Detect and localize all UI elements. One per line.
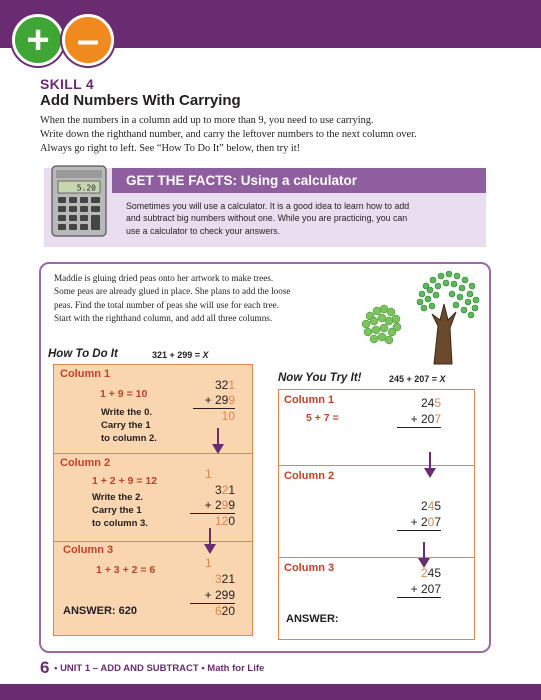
digit: + 2 (410, 582, 428, 596)
digit: + 29 (204, 393, 229, 407)
digit: 20 (221, 604, 235, 618)
down-arrow-icon (212, 428, 224, 454)
howto-col1-bottom (190, 394, 235, 407)
tryit-col1-label: Column 1 (284, 394, 335, 406)
digit: 1 (228, 483, 235, 497)
page-footer (40, 658, 264, 678)
digit: 2 (420, 499, 428, 513)
note-line: Write the 2. (92, 492, 144, 503)
howto-col3-carry (205, 557, 223, 570)
howto-col2-carry (205, 468, 223, 481)
equation-variable: X (439, 374, 446, 384)
page-number: 6 (40, 658, 50, 677)
tryit-col1-bottom (390, 413, 441, 426)
intro-line: Write down the righthand number, and carry the leftover numbers to the next column over. (40, 129, 417, 141)
equation-variable: X (202, 350, 209, 360)
story-line: peas. Find the total number of peas she will use for each tree. (54, 299, 280, 310)
digit-highlight: 1 (214, 514, 222, 528)
facts-line: and subtract big numbers without one. While you are practicing, you can (126, 213, 408, 224)
howto-col3-result (195, 605, 235, 618)
digit-highlight: 5 (434, 396, 441, 410)
howto-col2-bottom (185, 499, 235, 512)
howto-answer: ANSWER: 620 (63, 605, 137, 617)
digit-highlight: 9 (228, 393, 235, 407)
down-arrow-icon (424, 452, 436, 478)
note-line: Write the 0. (101, 407, 153, 418)
digit-highlight: 7 (434, 412, 441, 426)
digit: 0 (228, 514, 235, 528)
note-line: Carry the 1 (92, 505, 142, 516)
footer-text: • UNIT 1 – ADD AND SUBTRACT • Math for Life (54, 663, 265, 674)
digit-highlight: 0 (228, 409, 235, 423)
howto-title: How To Do It (48, 348, 118, 360)
digit: 32 (214, 378, 229, 392)
howto-col2-label: Column 2 (60, 457, 111, 469)
howto-divider (54, 541, 252, 542)
tryit-divider (279, 465, 474, 466)
note-line: Carry the 1 (101, 420, 151, 431)
digit: 7 (434, 515, 441, 529)
intro-text (40, 114, 510, 157)
howto-col1-top (205, 379, 235, 392)
tryit-col2-top (405, 500, 441, 513)
digit: + 2 (204, 498, 222, 512)
tryit-col3-bottom (390, 583, 441, 596)
digit-highlight: 2 (221, 483, 229, 497)
digit-highlight: 0 (427, 515, 435, 529)
digit-highlight: 2 (221, 514, 229, 528)
howto-col2-result (195, 515, 235, 528)
tryit-title: Now You Try It! (278, 372, 362, 384)
tryit-col1-step: 5 + 7 = (306, 412, 339, 424)
plus-badge-icon (12, 14, 64, 66)
digit-highlight: 9 (221, 498, 229, 512)
story-line: Maddie is gluing dried peas onto her artwork to make trees. (54, 273, 274, 283)
skill-title: Add Numbers With Carrying (40, 92, 241, 109)
howto-equation (152, 350, 209, 360)
howto-col3-top (195, 573, 235, 586)
down-arrow-icon (418, 542, 430, 568)
digit: 3 (214, 483, 222, 497)
footer-bar (0, 684, 541, 700)
howto-col2-step: 1 + 2 + 9 = 12 (92, 475, 158, 487)
carry-digit: 1 (205, 467, 212, 481)
digit: 21 (221, 572, 235, 586)
tryit-equation (389, 374, 446, 384)
tryit-col1-top (405, 397, 441, 410)
digit-highlight: 2 (420, 566, 428, 580)
tryit-col2-label: Column 2 (284, 470, 335, 482)
tryit-col3-label: Column 3 (284, 562, 335, 574)
story-line: Start with the righthand column, and add all three columns. (54, 312, 273, 323)
howto-col2-top (195, 484, 235, 497)
digit-highlight: 4 (427, 499, 435, 513)
howto-col1-step: 1 + 9 = 10 (100, 388, 148, 400)
digit-highlight: 6 (214, 604, 222, 618)
equation-text: 321 + 299 = (152, 350, 203, 360)
carry-digit: 1 (205, 556, 212, 570)
pea-tree-illustration (356, 264, 486, 368)
calculator-icon (50, 164, 108, 238)
tryit-col3-top (405, 567, 441, 580)
tryit-box (278, 389, 475, 640)
digit: 24 (420, 396, 435, 410)
digit: + 2 (410, 515, 428, 529)
howto-col3-label: Column 3 (63, 544, 114, 556)
tryit-col3-underline (397, 597, 441, 598)
digit: 07 (427, 582, 441, 596)
tryit-col2-underline (397, 530, 441, 531)
digit-highlight: 3 (214, 572, 222, 586)
story-line: Some peas are already glued in place. She plans to add the loose (54, 286, 291, 297)
minus-symbol: – (76, 18, 100, 62)
skill-number: SKILL 4 (40, 76, 94, 92)
howto-col1-result (205, 410, 235, 423)
equation-text: 245 + 207 = (389, 374, 440, 384)
tryit-divider (279, 557, 474, 558)
howto-col3-step: 1 + 3 + 2 = 6 (96, 564, 156, 576)
tryit-col1-underline (397, 427, 441, 428)
digit: 99 (221, 588, 235, 602)
facts-panel (44, 168, 486, 247)
facts-body (126, 200, 476, 237)
tryit-answer: ANSWER: (286, 613, 339, 625)
digit: + 2 (204, 588, 222, 602)
note-line: to column 2. (101, 433, 157, 444)
plus-symbol: + (26, 18, 50, 62)
digit: + 20 (410, 412, 435, 426)
howto-col1-label: Column 1 (60, 368, 111, 380)
howto-col3-bottom (185, 589, 235, 602)
note-line: to column 3. (92, 518, 148, 529)
digit: 9 (228, 498, 235, 512)
intro-line: When the numbers in a column add up to more than 9, you need to use carrying. (40, 115, 374, 126)
tryit-col2-bottom (390, 516, 441, 529)
facts-line: use a calculator to check your answers. (126, 225, 281, 236)
story-text (54, 272, 384, 325)
facts-heading: GET THE FACTS: Using a calculator (112, 168, 486, 193)
minus-badge-icon (62, 14, 114, 66)
intro-line: Always go right to left. See “How To Do It” below, then try it! (40, 143, 301, 155)
calculator-display: 5.20 (76, 183, 96, 193)
howto-col1-notes (101, 406, 157, 445)
digit: 5 (434, 499, 441, 513)
digit: 45 (427, 566, 441, 580)
facts-line: Sometimes you will use a calculator. It is a good idea to learn how to add (126, 201, 410, 211)
digit-highlight: 1 (228, 378, 235, 392)
digit-highlight: 1 (221, 409, 229, 423)
down-arrow-icon (204, 528, 216, 554)
howto-col2-notes (92, 491, 148, 530)
